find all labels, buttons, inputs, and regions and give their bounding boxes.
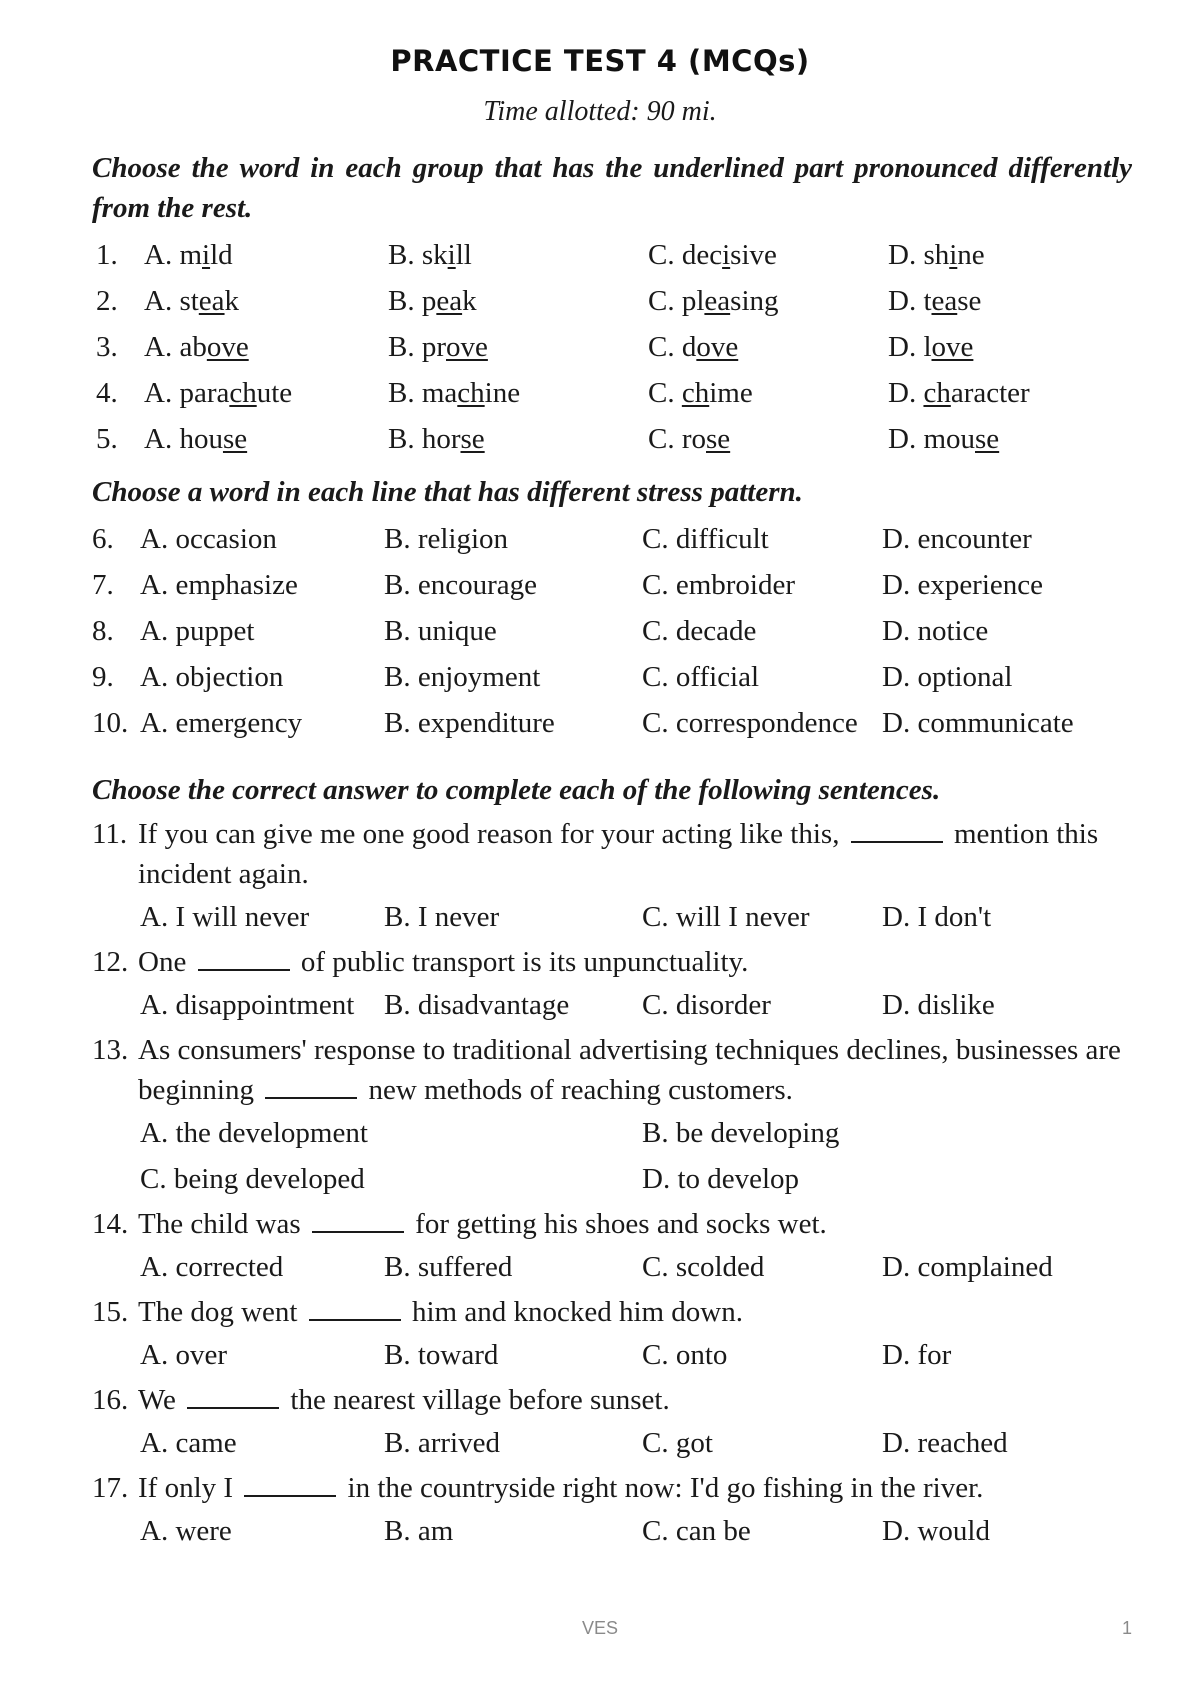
question-number: 6.	[92, 523, 114, 555]
question-row-1	[92, 232, 1132, 278]
option-c: C. onto	[642, 1339, 728, 1371]
option-c	[648, 416, 730, 462]
question-14-stem	[92, 1204, 1132, 1244]
option-text: C. dec	[648, 239, 723, 271]
underlined-part: i	[949, 239, 958, 271]
stem-text-after: for getting his shoes and socks wet.	[415, 1208, 827, 1240]
option-c: C. decade	[642, 615, 757, 647]
option-b: B. toward	[384, 1339, 499, 1371]
option-b	[388, 324, 488, 370]
question-number: 8.	[92, 615, 114, 647]
question-11-options	[92, 894, 1132, 940]
question-row-8	[92, 608, 1132, 654]
option-text: A. hou	[144, 423, 223, 455]
option-text: B. ma	[388, 377, 458, 409]
option-d: D. communicate	[882, 707, 1074, 739]
option-d: D. experience	[882, 569, 1044, 601]
question-row-6	[92, 516, 1132, 562]
option-c	[648, 370, 753, 416]
option-a: A. were	[140, 1515, 232, 1547]
question-number: 11.	[92, 818, 128, 850]
option-b: B. expenditure	[384, 707, 555, 739]
option-b: B. encourage	[384, 569, 537, 601]
option-c	[648, 232, 777, 278]
option-a: A. over	[140, 1339, 227, 1371]
question-12-stem	[92, 942, 1132, 982]
option-a: A. came	[140, 1427, 237, 1459]
option-text: ll	[455, 239, 472, 271]
option-text: C. pl	[648, 285, 705, 317]
option-text: A. st	[144, 285, 199, 317]
option-d: D. to develop	[642, 1163, 800, 1195]
underlined-part: ch	[923, 377, 951, 409]
underlined-part: ove	[206, 331, 249, 363]
option-a: A. the development	[140, 1117, 368, 1149]
underlined-part: ea	[704, 285, 731, 317]
stem-text-after: him and knocked him down.	[411, 1296, 744, 1328]
question-row-4	[92, 370, 1132, 416]
answer-blank	[312, 1209, 404, 1233]
answer-blank	[187, 1385, 279, 1409]
option-text: D. sh	[888, 239, 950, 271]
test-content	[92, 148, 1132, 1554]
option-text: B. hor	[388, 423, 461, 455]
stem-text-before: One	[138, 946, 187, 978]
option-b: B. suffered	[384, 1251, 513, 1283]
option-b	[388, 416, 485, 462]
question-number: 7.	[92, 569, 114, 601]
question-17-stem	[92, 1468, 1132, 1508]
option-a: A. disappointment	[140, 989, 355, 1021]
underlined-part: ove	[696, 331, 739, 363]
option-c: C. official	[642, 661, 760, 693]
option-c: C. difficult	[642, 523, 769, 555]
section1-list	[92, 232, 1132, 462]
option-text: ne	[957, 239, 985, 271]
question-16-stem	[92, 1380, 1132, 1420]
answer-blank	[851, 819, 943, 843]
underlined-part: i	[202, 239, 211, 271]
stem-text-before: If you can give me one good reason for your acting like this,	[138, 818, 840, 850]
stem-text-after: mention this incident again.	[138, 818, 1099, 890]
underlined-part: ea	[198, 285, 225, 317]
option-text: D. l	[888, 331, 932, 363]
option-b: B. arrived	[384, 1427, 500, 1459]
underlined-part: i	[447, 239, 456, 271]
question-number: 3.	[96, 331, 118, 363]
question-15-stem	[92, 1292, 1132, 1332]
question-13-options-row1	[92, 1110, 1132, 1156]
option-text: D. t	[888, 285, 932, 317]
option-text: sive	[730, 239, 777, 271]
question-number: 17.	[92, 1472, 129, 1504]
underlined-part: se	[975, 423, 1000, 455]
option-b: B. disadvantage	[384, 989, 570, 1021]
answer-blank	[244, 1473, 336, 1497]
question-number: 13.	[92, 1034, 129, 1066]
question-row-5	[92, 416, 1132, 462]
question-12-options	[92, 982, 1132, 1028]
underlined-part: ove	[446, 331, 488, 363]
option-d: D. encounter	[882, 523, 1032, 555]
option-text: C. d	[648, 331, 697, 363]
option-b: B. I never	[384, 901, 500, 933]
option-b	[388, 278, 477, 324]
underlined-part: ch	[229, 377, 257, 409]
option-d	[888, 324, 973, 370]
option-d: D. for	[882, 1339, 952, 1371]
question-number: 10.	[92, 707, 129, 739]
question-13-stem	[92, 1030, 1132, 1110]
question-13-options-row2	[92, 1156, 1132, 1202]
option-text: B. pr	[388, 331, 446, 363]
stem-text-after: of public transport is its unpunctuality.	[300, 946, 749, 978]
question-number: 4.	[96, 377, 118, 409]
underlined-part: ea	[931, 285, 958, 317]
section2-instruction: Choose a word in each line that has different stress pattern.	[92, 476, 803, 508]
option-text: k	[224, 285, 240, 317]
option-text: ute	[256, 377, 293, 409]
underlined-part: ch	[681, 377, 710, 409]
underlined-part: se	[706, 423, 731, 455]
option-c: C. scolded	[642, 1251, 765, 1283]
option-b: B. am	[384, 1515, 454, 1547]
section3-instruction: Choose the correct answer to complete each of the following sentences.	[92, 774, 941, 806]
option-c: C. can be	[642, 1515, 751, 1547]
footer-label: VES	[581, 1618, 619, 1638]
question-number: 16.	[92, 1384, 129, 1416]
page-number: 1	[1122, 1618, 1133, 1638]
option-d: D. notice	[882, 615, 989, 647]
page-title: PRACTICE TEST 4 (MCQs)	[390, 44, 810, 78]
question-11-stem	[92, 814, 1132, 894]
option-text: ime	[709, 377, 753, 409]
underlined-part: ove	[931, 331, 974, 363]
question-number: 15.	[92, 1296, 129, 1328]
question-row-3	[92, 324, 1132, 370]
option-d	[888, 416, 999, 462]
option-d: D. I don't	[882, 901, 992, 933]
section2-list	[92, 516, 1132, 746]
option-c: C. embroider	[642, 569, 796, 601]
option-text: A. m	[144, 239, 202, 271]
section1-instruction: Choose the word in each group that has the underlined part pronounced differently from the rest.	[92, 152, 1132, 224]
question-16-options	[92, 1420, 1132, 1466]
question-number: 2.	[96, 285, 118, 317]
underlined-part: i	[722, 239, 731, 271]
option-a: A. objection	[140, 661, 284, 693]
option-text: D.	[888, 377, 924, 409]
option-text: ine	[484, 377, 521, 409]
option-a: A. puppet	[140, 615, 255, 647]
option-d: D. reached	[882, 1427, 1008, 1459]
option-text: k	[462, 285, 477, 317]
answer-blank	[309, 1297, 401, 1321]
option-d	[888, 278, 981, 324]
option-b: B. religion	[384, 523, 509, 555]
option-text: C.	[648, 377, 682, 409]
option-a: A. emphasize	[140, 569, 298, 601]
question-number: 5.	[96, 423, 118, 455]
underlined-part: ea	[436, 285, 463, 317]
option-c: C. correspondence	[642, 707, 858, 739]
option-text: A. para	[144, 377, 230, 409]
question-15-options	[92, 1332, 1132, 1378]
question-row-7	[92, 562, 1132, 608]
option-a: A. I will never	[140, 901, 310, 933]
option-c	[648, 324, 738, 370]
option-d: D. optional	[882, 661, 1013, 693]
underlined-part: se	[460, 423, 485, 455]
option-a	[144, 416, 247, 462]
option-a: A. emergency	[140, 707, 303, 739]
stem-text-before: The dog went	[138, 1296, 298, 1328]
question-row-2	[92, 278, 1132, 324]
option-d: D. dislike	[882, 989, 995, 1021]
question-14-options	[92, 1244, 1132, 1290]
option-text: A. ab	[144, 331, 207, 363]
option-b: B. enjoyment	[384, 661, 541, 693]
option-text: C. ro	[648, 423, 706, 455]
option-d: D. would	[882, 1515, 990, 1547]
option-b: B. be developing	[642, 1117, 840, 1149]
option-c: C. got	[642, 1427, 713, 1459]
option-text: ld	[210, 239, 233, 271]
stem-text-after: in the countryside right now: I'd go fishing in the river.	[347, 1472, 984, 1504]
option-text: B. p	[388, 285, 437, 317]
option-text: D. mou	[888, 423, 975, 455]
option-text: sing	[730, 285, 779, 317]
stem-text-before: If only I	[138, 1472, 234, 1504]
option-c: C. being developed	[140, 1163, 365, 1195]
option-c: C. disorder	[642, 989, 771, 1021]
answer-blank	[198, 947, 290, 971]
option-b	[388, 370, 520, 416]
underlined-part: se	[222, 423, 248, 455]
option-a: A. corrected	[140, 1251, 284, 1283]
underlined-part: ch	[457, 377, 485, 409]
option-d	[888, 232, 985, 278]
question-row-10	[92, 700, 1132, 746]
stem-text-after: new methods of reaching customers.	[368, 1074, 793, 1106]
option-text: se	[957, 285, 982, 317]
option-a	[144, 278, 239, 324]
question-number: 9.	[92, 661, 114, 693]
question-number: 12.	[92, 946, 129, 978]
option-a	[144, 324, 249, 370]
option-a	[144, 232, 233, 278]
option-d: D. complained	[882, 1251, 1053, 1283]
option-c	[648, 278, 779, 324]
time-allotted: Time allotted: 90 mi.	[483, 96, 717, 127]
option-d	[888, 370, 1030, 416]
option-c: C. will I never	[642, 901, 810, 933]
stem-text-before: We	[138, 1384, 176, 1416]
option-b	[388, 232, 472, 278]
stem-text-after: the nearest village before sunset.	[290, 1384, 670, 1416]
stem-text-before: As consumers' response to traditional advertising techniques declines, businesses are beginning	[138, 1034, 1121, 1106]
question-number: 1.	[96, 239, 118, 271]
option-a: A. occasion	[140, 523, 277, 555]
option-b: B. unique	[384, 615, 497, 647]
question-row-9	[92, 654, 1132, 700]
stem-text-before: The child was	[138, 1208, 301, 1240]
option-text: aracter	[950, 377, 1030, 409]
option-a	[144, 370, 292, 416]
option-text: B. sk	[388, 239, 448, 271]
answer-blank	[265, 1075, 357, 1099]
question-17-options	[92, 1508, 1132, 1554]
question-number: 14.	[92, 1208, 129, 1240]
